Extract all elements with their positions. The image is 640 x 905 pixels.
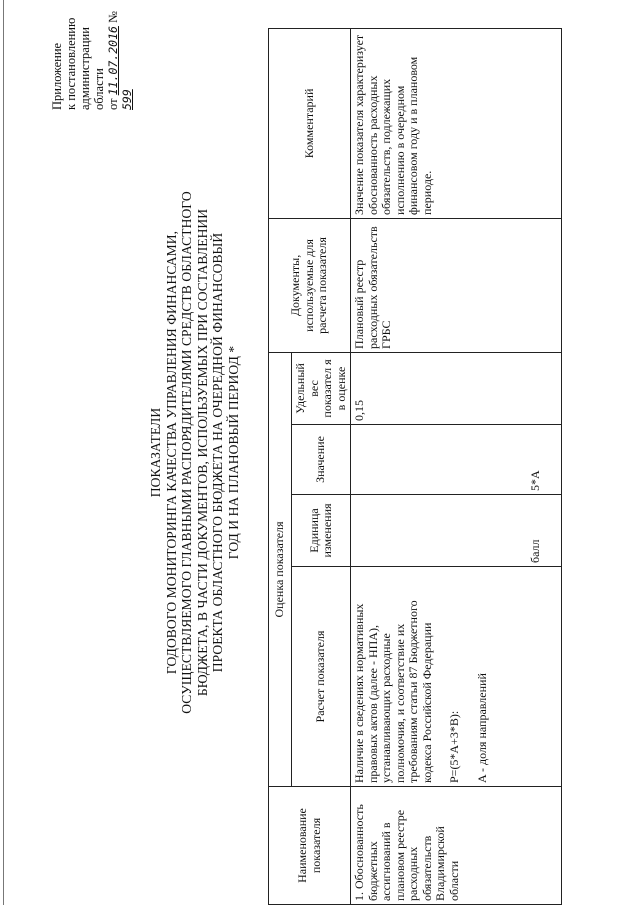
row1-formula: P=(5*A+3*B):	[447, 710, 461, 783]
appendix-from: от	[106, 98, 120, 110]
appendix-number: 599	[120, 89, 134, 110]
row1-comment: Значение показателя характеризует обоснованность расходных обязательств, подлежащих исполнению в очередном финансовом году и в плановом периоде.	[351, 28, 562, 218]
title-line-5: ПРОЕКТА ОБЛАСТНОГО БЮДЖЕТА НА ОЧЕРЕДНОЙ ФИНАНСОВЫЙ	[210, 232, 225, 673]
row1-unit	[351, 495, 562, 567]
title-line-6: ГОД И НА ПЛАНОВЫЙ ПЕРИОД *	[225, 345, 241, 560]
title-line-2: ГОДОВОГО МОНИТОРИНГА КАЧЕСТВА УПРАВЛЕНИЯ ФИНАНСАМИ,	[163, 230, 179, 675]
header-calc: Расчет показателя	[292, 567, 351, 787]
header-row-1	[269, 28, 292, 904]
title-line-4: БЮДЖЕТА, В ЧАСТИ ДОКУМЕНТОВ, ИСПОЛЬЗУЕМЫХ ПРИ СОСТАВЛЕНИИ	[194, 208, 210, 697]
indicators-table	[268, 28, 562, 905]
row1-name: 1. Обоснованность бюджетных ассигнований в плановом реестре расходных обязательств Владимирской области	[351, 787, 562, 905]
appendix-line-1: Приложение	[50, 42, 64, 110]
appendix-block	[50, 0, 134, 110]
header-documents: Документы, используемые для расчета показателя	[269, 218, 351, 352]
row1-value	[351, 425, 562, 495]
header-weight: Удельный вес показател я в оценке	[292, 352, 351, 424]
header-evaluation: Оценка показателя	[269, 352, 292, 786]
appendix-date-line	[106, 0, 134, 110]
table-row	[351, 28, 562, 904]
row1-value-text: 5*A	[528, 470, 542, 491]
appendix-number-sign: №	[106, 11, 120, 23]
appendix-line-2: к постановлению	[64, 17, 78, 110]
row1-unit-value: балл	[528, 539, 542, 563]
row1-calc-text: Наличие в сведениях нормативных правовых актов (далее - НПА), устанавливающих расходные полномочия, и соответствие их требованиям статьи 87 Бюджетного кодекса Российской Федерации	[352, 600, 434, 783]
header-comment: Комментарий	[269, 28, 351, 218]
header-value: Значение	[292, 425, 351, 495]
title-line-1: ПОКАЗАТЕЛИ	[148, 407, 163, 498]
row1-weight: 0,15	[351, 352, 562, 424]
document-title	[148, 0, 241, 905]
title-line-3: ОСУЩЕСТВЛЯЕМОГО ГЛАВНЫМИ РАСПОРЯДИТЕЛЯМИ СРЕДСТВ ОБЛАСТНОГО	[179, 191, 194, 714]
row1-documents: Плановый реестр расходных обязательств ГРБС	[351, 218, 562, 352]
appendix-date: 11.07.2016	[106, 26, 120, 96]
appendix-line-3: администрации области	[78, 27, 106, 110]
row1-a-text: A - доля направлений	[474, 673, 489, 783]
header-name: Наименование показателя	[269, 787, 351, 905]
row1-calc	[351, 567, 562, 787]
header-unit: Единица изменения	[292, 495, 351, 567]
